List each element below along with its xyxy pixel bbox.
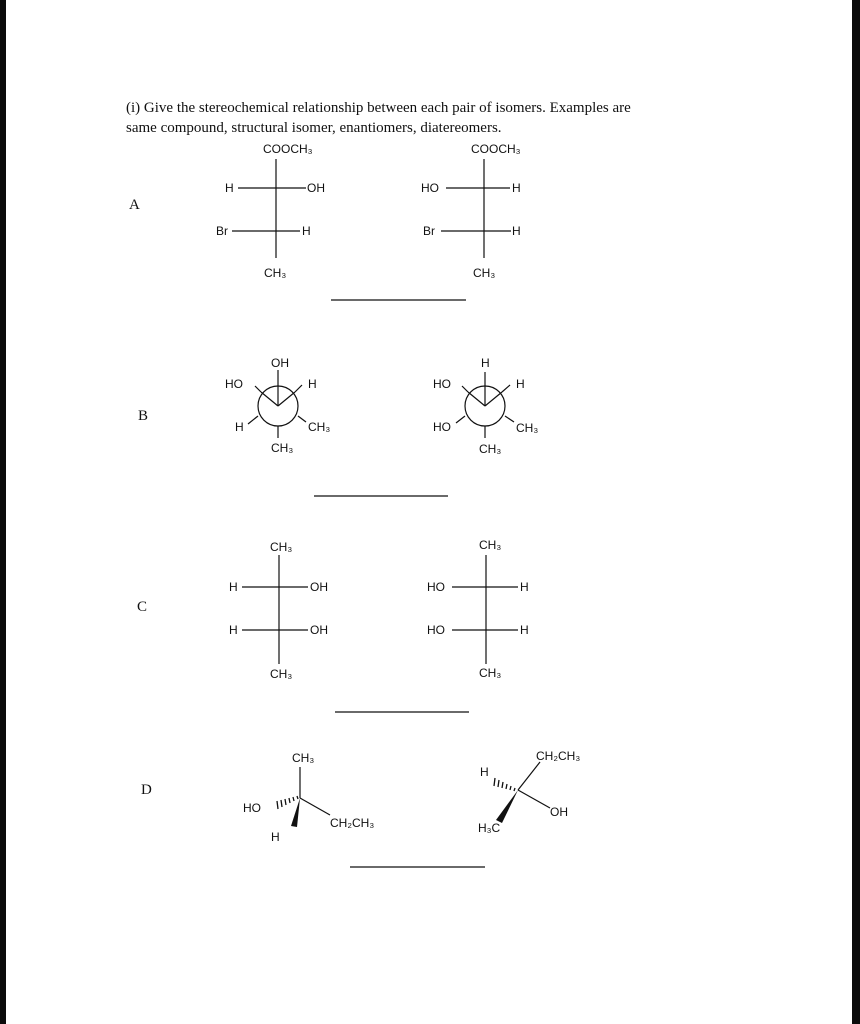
a-right-top: COOCH₃ xyxy=(471,142,521,156)
row-label-b: B xyxy=(138,408,149,424)
b-left-upper-right: H xyxy=(308,377,317,391)
c-left-bottom: CH₃ xyxy=(270,667,293,681)
newman-b-left xyxy=(248,370,306,438)
a-left-top: COOCH₃ xyxy=(263,142,313,156)
row-label-a: A xyxy=(129,197,140,213)
fischer-a-left xyxy=(232,159,306,258)
c-right-top: CH₃ xyxy=(479,538,502,552)
b-left-upper-left: HO xyxy=(225,377,243,391)
c-right-r1-right: H xyxy=(520,580,529,594)
a-left-r2-left: Br xyxy=(216,224,228,238)
a-left-r1-right: OH xyxy=(307,181,325,195)
c-left-r2-left: H xyxy=(229,623,238,637)
wedge-bond-right xyxy=(496,790,518,823)
b-left-lower-left: H xyxy=(235,420,244,434)
a-right-r1-right: H xyxy=(512,181,521,195)
question-line-1: (i) Give the stereochemical relationship between each pair of isomers. Examples are xyxy=(126,100,631,116)
a-right-r1-left: HO xyxy=(421,181,439,195)
b-left-bottom: CH₃ xyxy=(271,441,294,455)
b-right-upper-right: H xyxy=(516,377,525,391)
newman-b-right xyxy=(456,372,514,438)
row-label-c: C xyxy=(137,599,148,615)
d-right-hash: H xyxy=(480,765,489,779)
a-left-bottom: CH₃ xyxy=(264,266,287,280)
hash-bond-right xyxy=(494,778,515,791)
b-left-lower-right: CH₃ xyxy=(308,420,331,434)
c-left-r1-right: OH xyxy=(310,580,328,594)
c-right-bottom: CH₃ xyxy=(479,666,502,680)
fischer-c-right xyxy=(452,555,518,664)
a-right-r2-left: Br xyxy=(423,224,435,238)
b-right-lower-right: CH₃ xyxy=(516,421,539,435)
c-right-r2-right: H xyxy=(520,623,529,637)
question-line-2: same compound, structural isomer, enantiomers, diatereomers. xyxy=(126,120,502,136)
d-left-top: CH₃ xyxy=(292,751,315,765)
fischer-c-left xyxy=(242,555,308,664)
c-right-r2-left: HO xyxy=(427,623,445,637)
a-left-r1-left: H xyxy=(225,181,234,195)
d-right-right: OH xyxy=(550,805,568,819)
hash-bond-left xyxy=(277,796,298,809)
d-right-bottom: H₃C xyxy=(478,821,501,835)
wedge-bond-left xyxy=(291,798,300,827)
wedge-d-right xyxy=(518,762,550,808)
row-label-d: D xyxy=(141,782,152,798)
c-left-r1-left: H xyxy=(229,580,238,594)
b-right-top: H xyxy=(481,356,490,370)
stereo-bonds-d xyxy=(277,778,518,827)
b-right-bottom: CH₃ xyxy=(479,442,502,456)
d-right-top: CH₂CH₃ xyxy=(536,749,581,763)
b-right-lower-left: HO xyxy=(433,420,451,434)
a-right-bottom: CH₃ xyxy=(473,266,496,280)
b-left-top: OH xyxy=(271,356,289,370)
wedge-d-left xyxy=(300,767,330,815)
b-right-upper-left: HO xyxy=(433,377,451,391)
d-left-wedge: H xyxy=(271,830,280,844)
d-left-hash: HO xyxy=(243,801,261,815)
a-right-r2-right: H xyxy=(512,224,521,238)
c-right-r1-left: HO xyxy=(427,580,445,594)
d-left-right: CH₂CH₃ xyxy=(330,816,375,830)
c-left-top: CH₃ xyxy=(270,540,293,554)
a-left-r2-right: H xyxy=(302,224,311,238)
fischer-a-right xyxy=(441,159,511,258)
c-left-r2-right: OH xyxy=(310,623,328,637)
